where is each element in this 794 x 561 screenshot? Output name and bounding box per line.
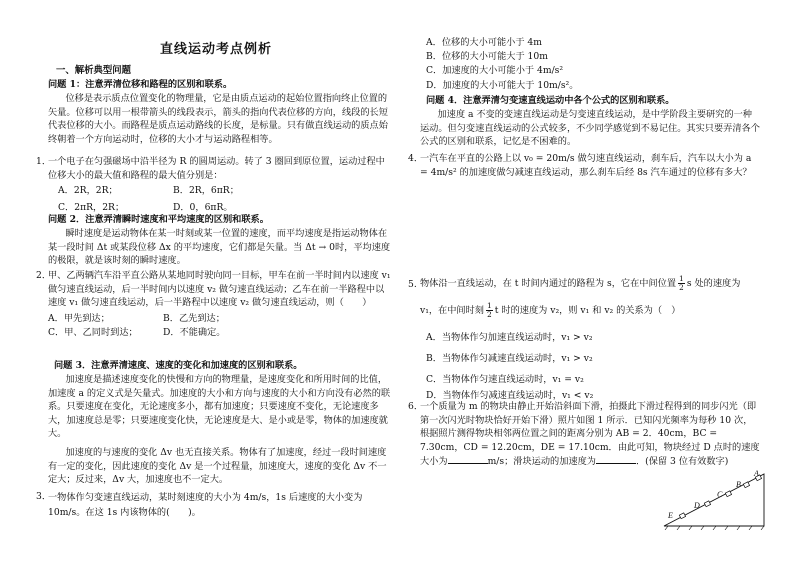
options-q3 — [426, 36, 756, 93]
question-6 — [408, 400, 760, 469]
question-number: 1． — [36, 156, 52, 167]
q3-heading: 问题 3．注意弄清速度、速度的变化和加速度的区别和联系。 — [54, 360, 303, 371]
option-a[interactable]: A．甲先到达； — [48, 312, 110, 324]
label-c: C — [717, 490, 723, 499]
answer-blank-2[interactable] — [596, 454, 636, 464]
q4-paragraph: 加速度 a 不变的变速直线运动是匀变速直线运动，是中学阶段主要研究的一种运动。但匀变速直线运动的公式较多，不少同学感觉到不易记住。其实只要弄清各个公式的区别和联系，记忆是不困难的。 — [420, 109, 760, 148]
options-q5 — [420, 327, 760, 402]
option-c[interactable]: C．甲、乙同时到达； — [48, 327, 138, 339]
question-4 — [408, 152, 760, 179]
question-number: 5. — [408, 279, 417, 290]
q3-paragraph-2: 加速度的与速度的变化 Δv 也无直接关系。物体有了加速度，经过一段时间速度有一定的变化，因此速度的变化 Δv 是一个过程量，加速度大，速度的变化 Δv 不一定大；反过来，Δv 大，加速度也不一定大。 — [48, 447, 387, 486]
question-number: 3． — [36, 491, 52, 502]
option-d[interactable]: D．0，6πR。 — [173, 201, 233, 213]
question-stem: 一个电子在匀强磁场中沿半径为 R 的圆周运动。转了 3 圈回到原位置，运动过程中位移大小的最大值和路程的最大值分别是： — [48, 156, 385, 181]
question-stem — [420, 400, 760, 469]
options-q2 — [48, 312, 393, 340]
question-number: 2． — [36, 270, 52, 281]
option-d[interactable]: D．不能确定。 — [163, 327, 226, 339]
fraction-denominator: 2 — [487, 310, 492, 319]
stem-part-b: s 处的速度为 v₁，在中间时刻 — [420, 278, 741, 316]
incline-triangle — [664, 474, 764, 526]
option-a[interactable]: A．位移的大小可能小于 4m — [426, 37, 542, 48]
question-number: 4． — [408, 153, 424, 164]
option-a[interactable]: A．2R，2R； — [58, 185, 118, 197]
q2-heading: 问题 2．注意弄清瞬时速度和平均速度的区别和联系。 — [48, 214, 269, 225]
fraction-half — [486, 302, 493, 319]
option-d[interactable]: D．当物体作匀减速直线运动时，v₁ < v₂ — [426, 390, 594, 401]
option-b[interactable]: B．位移的大小可能大于 10m — [426, 51, 548, 63]
question-1 — [36, 155, 393, 214]
stem-part-c: t 时的速度为 v₂，则 v₁ 和 v₂ 的关系为（ ） — [494, 305, 681, 316]
fraction-half — [678, 275, 685, 292]
option-b[interactable]: B．当物体作匀减速直线运动时，v₁ > v₂ — [426, 353, 593, 364]
label-d: D — [694, 501, 700, 510]
question-stem — [420, 270, 760, 324]
q4-heading: 问题 4．注意弄清匀变速直线运动中各个公式的区别和联系。 — [426, 95, 675, 106]
hatching — [665, 526, 764, 530]
block-b — [743, 482, 749, 488]
block-d — [704, 501, 710, 507]
question-number: 6． — [408, 401, 424, 412]
answer-blank-1[interactable] — [448, 454, 488, 464]
question-stem: 甲、乙两辆汽车沿平直公路从某地同时驶向同一目标，甲车在前一半时间内以速度 v₁ 做匀速直线运动，后一半时间内以速度 v₂ 做匀速直线运动；乙车在前一半路程中以速度 v₁ 做匀速直线运动，后一半路程中以速度 v₂ 做匀速直线运动，则（ ） — [48, 270, 391, 309]
option-c[interactable]: C．2πR，2R； — [58, 201, 125, 213]
section-heading: 一、解析典型问题 — [56, 65, 132, 76]
option-a[interactable]: A．当物体作匀加速直线运动时，v₁ > v₂ — [426, 332, 593, 343]
fraction-numerator: 1 — [487, 301, 492, 310]
option-b[interactable]: B．乙先到达； — [163, 312, 225, 324]
question-2 — [36, 269, 393, 340]
q3-paragraph-1: 加速度是描述速度变化的快慢和方向的物理量，是速度变化和所用时间的比值，加速度 a 的定义式是矢量式。加速度的大小和方向与速度的大小和方向没有必然的联系。只要速度在变化，无论速度多小，都有加速度；只要速度不变化，无论速度多大，加速度总是零；只要速度变化快，无论速度是大、是小或是零，物体的加速度就大。 — [48, 374, 391, 440]
page-title: 直线运动考点例析 — [160, 42, 273, 57]
options-q1 — [48, 184, 393, 214]
q1-paragraph: 位移是表示质点位置变化的物理量，它是由质点运动的起始位置指向终止位置的矢量。位移可以用一根带箭头的线段表示，箭头的指向代表位移的方向，线段的长短代表位移的大小。而路程是质点运动路线的长度，是标量。只有做直线运动的质点始终朝着一个方向运动时，位移的大小才与运动路程相等。 — [48, 93, 388, 145]
question-5 — [408, 270, 760, 402]
question-stem: 一汽车在平直的公路上以 v₀ = 20m/s 做匀速直线运动，刹车后，汽车以大小为 a = 4m/s² 的加速度做匀减速直线运动，那么刹车后经 8s 汽车通过的位移有多大？ — [420, 153, 752, 178]
fraction-denominator: 2 — [679, 283, 684, 292]
option-c[interactable]: C．加速度的大小可能小于 4m/s² — [426, 65, 564, 77]
label-e: E — [668, 511, 673, 520]
q1-heading: 问题 1：注意弄清位移和路程的区别和联系。 — [48, 79, 233, 90]
tail-text: ．(保留 3 位有效数字) — [635, 456, 729, 468]
incline-diagram — [660, 470, 770, 530]
option-c[interactable]: C．当物体作匀速直线运动时，v₁ = v₂ — [426, 374, 584, 385]
question-stem: 一物体作匀变速直线运动，某时刻速度的大小为 4m/s，1s 后速度的大小变为 10m/s。在这 1s 内该物体的( )。 — [48, 492, 363, 518]
unit-text: m/s；滑块运动的加速度为 — [487, 456, 596, 468]
stem-part-a: 物体沿一直线运动，在 t 时间内通过的路程为 s，它在中间位置 — [420, 278, 677, 289]
question-3 — [36, 490, 393, 520]
q2-paragraph: 瞬时速度是运动物体在某一时刻或某一位置的速度，而平均速度是指运动物体在某一段时间 Δt 或某段位移 Δx 的平均速度，它们都是矢量。当 Δt → 0时，平均速度的极限，就是该时刻的瞬时速度。 — [48, 228, 391, 267]
stem-text: 一个质量为 m 的物块由静止开始沿斜面下滑，拍摄此下滑过程得到的同步闪光（即第一次闪光时物块恰好开始下滑）照片如图 1 所示．已知闪光频率为每秒 10 次，根据照片测得物块相邻两位置之间的距离分别为 AB = 2．40cm，BC = 7.30cm，CD = 12.20cm，DE = 17.10cm．由此可知，物块经过 D 点时的速度大小为 — [420, 401, 760, 468]
label-b: B — [736, 480, 741, 489]
fraction-numerator: 1 — [679, 274, 684, 283]
option-b[interactable]: B．2R，6πR； — [173, 185, 239, 197]
label-a: A — [754, 470, 759, 478]
option-d[interactable]: D．加速度的大小可能大于 10m/s²。 — [426, 79, 579, 91]
